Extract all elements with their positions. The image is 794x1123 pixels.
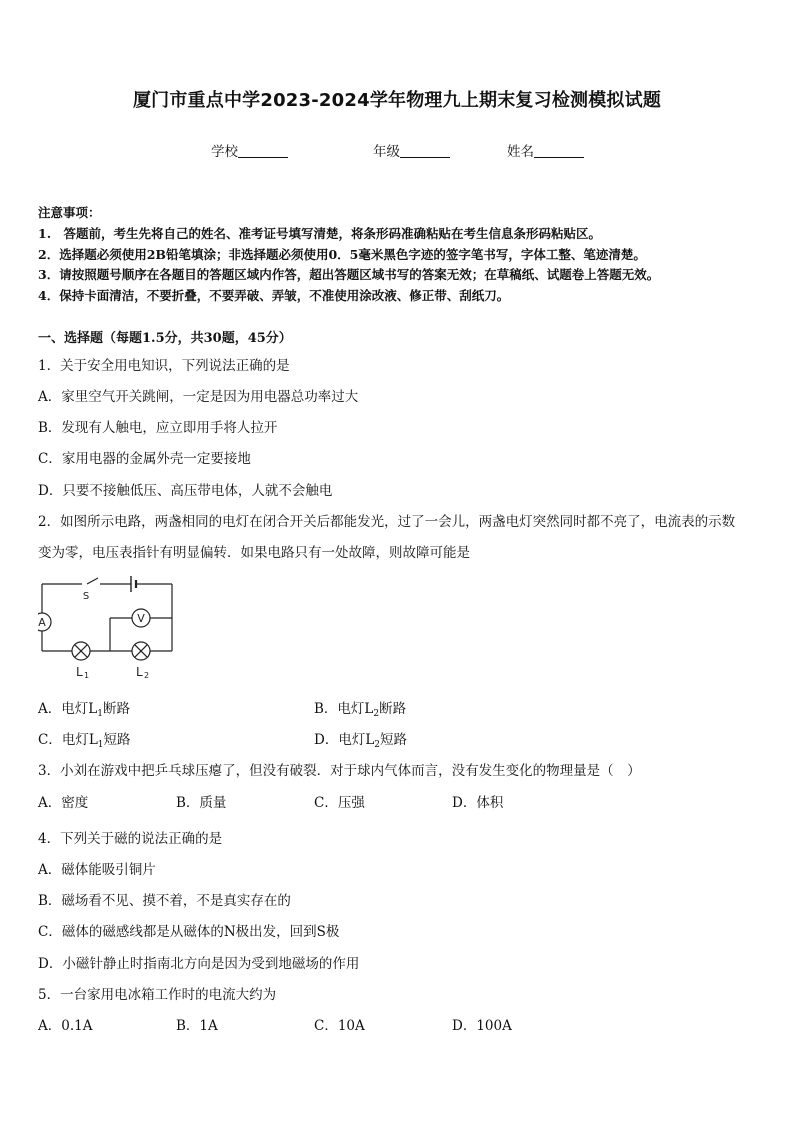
circuit-diagram [38,574,178,682]
q5-option-b: B．1A [176,1018,218,1034]
school-label: 学校 [211,144,238,160]
q1-option-c: C．家用电器的金属外壳一定要接地 [38,451,251,467]
q2-option-b-text: B．电灯L [314,701,374,717]
voltmeter-label: V [137,612,145,625]
q2-option-d-sub: 2 [374,740,381,750]
q4-option-c: C．磁体的磁感线都是从磁体的N极出发，回到S极 [38,924,340,940]
ammeter-label: A [38,616,46,629]
grade-blank [400,143,450,158]
q5-stem: 5．一台家用电冰箱工作时的电流大约为 [38,987,277,1003]
switch-blade [87,578,98,584]
q2-option-a-suffix: 断路 [102,701,130,717]
q3-option-c: C．压强 [314,795,365,811]
name-field [507,140,584,160]
note-item: 4．保持卡面清洁，不要折叠，不要弄破、弄皱，不准使用涂改液、修正带、刮纸刀。 [38,288,510,303]
name-blank [534,143,584,158]
section-heading: 一、选择题（每题1.5分，共30题，45分） [38,331,292,346]
q1-option-a: A．家里空气开关跳闸，一定是因为用电器总功率过大 [38,389,359,405]
grade-field [373,140,450,160]
q2-option-a [38,697,130,719]
q2-option-c-text: C．电灯L [38,732,98,748]
grade-label: 年级 [373,144,400,160]
lamp1-label: L [76,665,83,679]
q3-stem: 3．小刘在游戏中把乒乓球压瘪了，但没有破裂．对于球内气体而言，没有发生变化的物理量是（ ） [38,763,641,779]
page-title: 厦门市重点中学2023-2024学年物理九上期末复习检测模拟试题 [132,90,662,111]
q1-option-b: B．发现有人触电，应立即用手将人拉开 [38,420,278,436]
lamp2-label-sub: 2 [144,671,150,680]
q2-option-b-suffix: 断路 [379,701,407,717]
q2-option-c-suffix: 短路 [103,732,131,748]
switch-label: S [82,591,90,602]
q2-option-d-suffix: 短路 [380,732,408,748]
q2-option-a-text: A．电灯L [38,701,98,717]
q2-option-d [314,728,407,750]
q1-stem: 1．关于安全用电知识，下列说法正确的是 [38,358,290,374]
q4-option-a: A．磁体能吸引铜片 [38,862,156,878]
q2-option-b-sub: 2 [373,709,380,719]
q5-option-d: D．100A [452,1018,512,1034]
q4-stem: 4．下列关于磁的说法正确的是 [38,831,223,847]
school-blank [238,143,288,158]
q5-option-c: C．10A [314,1018,365,1034]
q2-stem-line1: 2．如图所示电路，两盏相同的电灯在闭合开关后都能发光，过了一会儿，两盏电灯突然同时都不亮了，电流表的示数 [38,514,736,530]
q1-option-d: D．只要不接触低压、高压带电体，人就不会触电 [38,483,333,499]
lamp1-label-sub: 1 [84,671,90,680]
q3-option-b: B．质量 [176,795,227,811]
lamp2-label: L [136,665,143,679]
q2-option-c [38,728,131,750]
note-item: 2．选择题必须使用2B铅笔填涂；非选择题必须使用0．5毫米黑色字迹的签字笔书写，字体工整、笔迹清楚。 [38,247,646,262]
q4-option-d: D．小磁针静止时指南北方向是因为受到地磁场的作用 [38,956,360,972]
q5-option-a: A．0.1A [38,1018,93,1034]
school-field [211,140,288,160]
q2-option-a-sub: 1 [97,709,103,719]
name-label: 姓名 [507,144,534,160]
q3-option-a: A．密度 [38,795,89,811]
notes-heading: 注意事项： [38,205,101,220]
q4-option-b: B．磁场看不见、摸不着，不是真实存在的 [38,893,291,909]
note-item: 3．请按照题号顺序在各题目的答题区域内作答，超出答题区域书写的答案无效；在草稿纸、试题卷上答题无效。 [38,267,660,282]
q2-option-d-text: D．电灯L [314,732,375,748]
note-item: 1. 答题前，考生先将自己的姓名、准考证号填写清楚，将条形码准确粘贴在考生信息条形码粘贴区。 [38,226,602,241]
q2-option-c-sub: 1 [97,740,104,750]
q2-option-b [314,697,406,719]
q3-option-d: D．体积 [452,795,504,811]
q2-stem-line2: 变为零，电压表指针有明显偏转．如果电路只有一处故障，则故障可能是 [38,545,470,561]
